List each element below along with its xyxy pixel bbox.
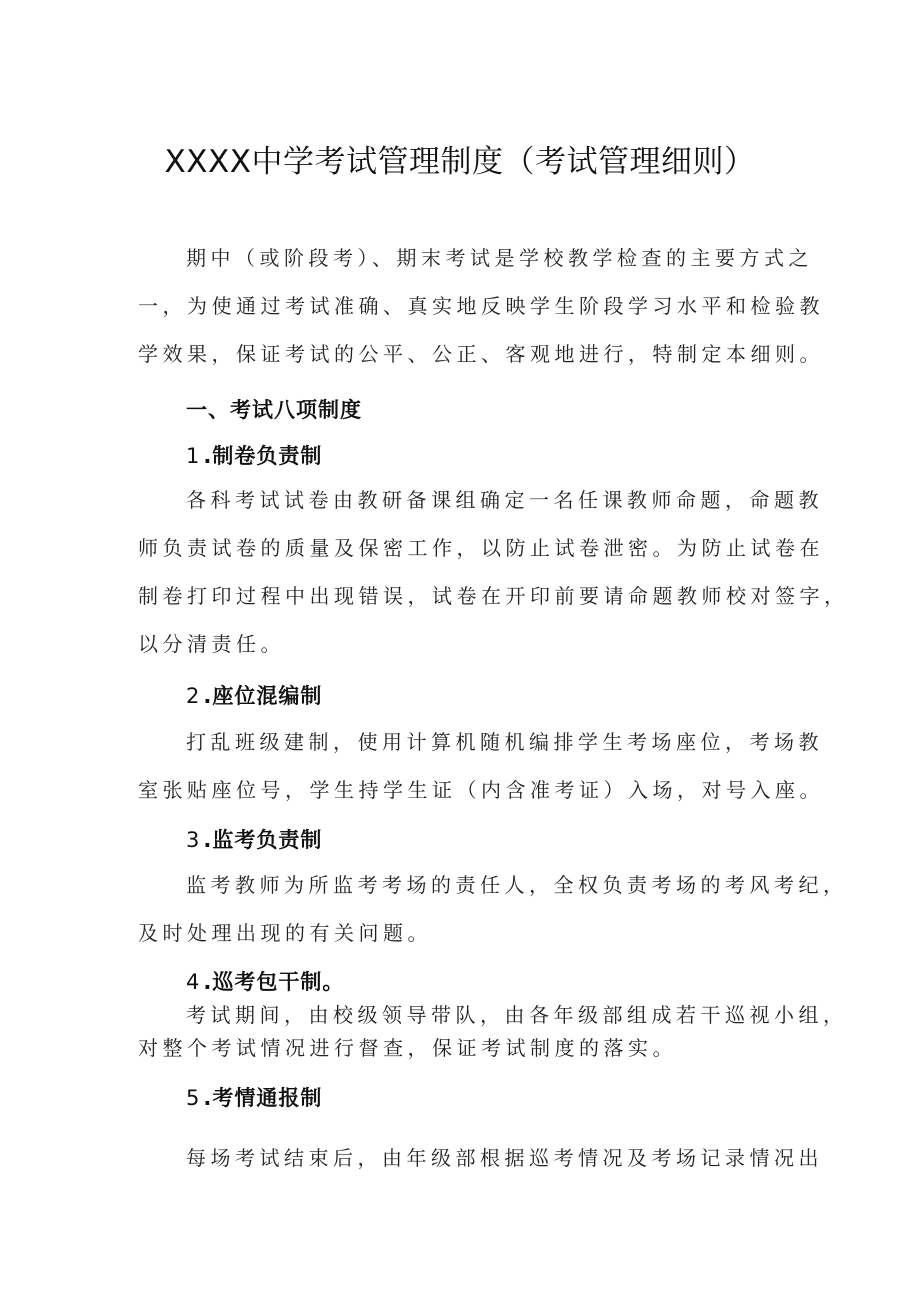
intro-line: 一，为使通过考试准确、真实地反映学生阶段学习水平和检验教 <box>138 294 824 318</box>
item-title: .巡考包干制。 <box>203 970 345 994</box>
section-heading: 一、考试八项制度 <box>186 398 362 422</box>
intro-line: 学效果，保证考试的公平、公正、客观地进行，特制定本细则。 <box>138 342 824 366</box>
item-title: .座位混编制 <box>203 684 323 708</box>
paragraph-line: 考试期间，由校级领导带队，由各年级部组成若干巡视小组， <box>186 1003 848 1027</box>
document-title: XXXX中学考试管理制度（考试管理细则） <box>164 144 756 180</box>
intro-line: 期中（或阶段考）、期末考试是学校教学检查的主要方式之 <box>186 246 813 270</box>
item-paragraph-2 <box>138 718 824 814</box>
paragraph-line: 师负责试卷的质量及保密工作，以防止试卷泄密。为防止试卷在 <box>138 536 824 560</box>
paragraph-line: 及时处理出现的有关问题。 <box>138 921 432 945</box>
item-number: 3 <box>186 828 200 852</box>
item-heading-3 <box>186 824 322 854</box>
intro-paragraph <box>138 234 824 378</box>
paragraph-line: 制卷打印过程中出现错误，试卷在开印前要请命题教师校对签字， <box>138 584 849 608</box>
paragraph-line: 各科考试试卷由教研备课组确定一名任课教师命题，命题教 <box>186 488 823 512</box>
item-paragraph-1 <box>138 476 849 668</box>
paragraph-line: 打乱班级建制，使用计算机随机编排学生考场座位，考场教 <box>186 730 823 754</box>
paragraph-line: 室张贴座位号，学生持学生证（内含准考证）入场，对号入座。 <box>138 778 824 802</box>
item-paragraph-5 <box>138 1134 823 1182</box>
item-number: 4 <box>186 970 200 994</box>
paragraph-line: 每场考试结束后，由年级部根据巡考情况及考场记录情况出 <box>186 1146 823 1170</box>
item-paragraph-4 <box>138 999 848 1065</box>
item-number: 5 <box>186 1086 200 1110</box>
item-heading-2 <box>186 680 322 710</box>
item-title: .制卷负责制 <box>203 444 323 468</box>
paragraph-line: 对整个考试情况进行督查，保证考试制度的落实。 <box>138 1036 677 1060</box>
item-title: .考情通报制 <box>203 1086 323 1110</box>
item-number: 1 <box>186 444 200 468</box>
item-title: .监考负责制 <box>203 828 323 852</box>
paragraph-line: 以分清责任。 <box>138 632 285 656</box>
item-heading-4 <box>186 966 344 996</box>
paragraph-line: 监考教师为所监考考场的责任人，全权负责考场的考风考纪， <box>186 873 848 897</box>
item-heading-1 <box>186 440 322 470</box>
item-heading-5 <box>186 1082 322 1112</box>
item-paragraph-3 <box>138 861 848 957</box>
item-number: 2 <box>186 684 200 708</box>
